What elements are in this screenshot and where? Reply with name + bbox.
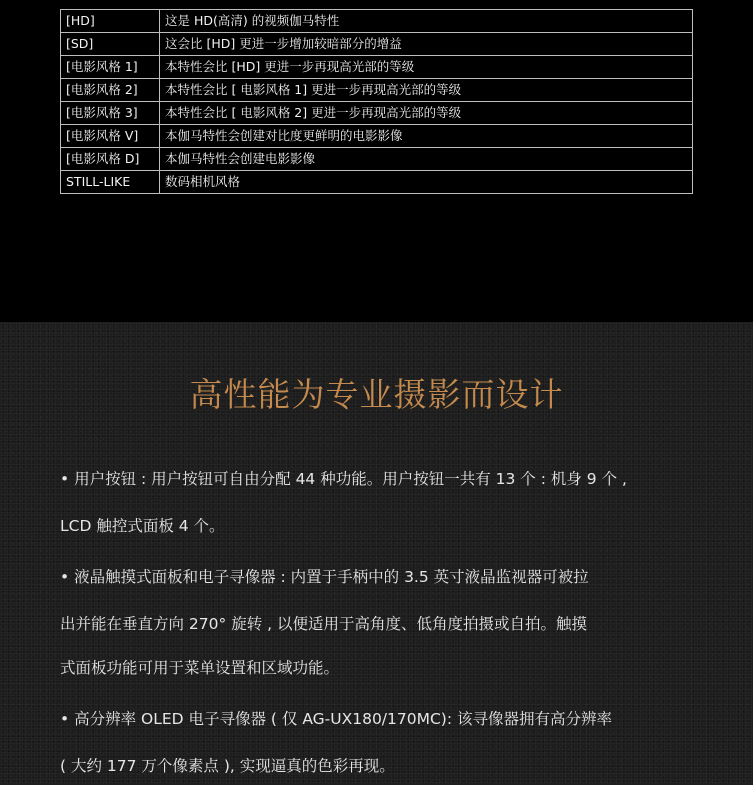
table-cell-mode: [电影风格 1]	[61, 56, 160, 79]
gamma-table-section	[0, 0, 753, 322]
feature-text-line: • 高分辨率 OLED 电子寻像器 ( 仅 AG-UX180/170MC): 该寻像器拥有高分辨率	[60, 710, 612, 728]
table-cell-mode: [电影风格 D]	[61, 148, 160, 171]
table-cell-mode: [HD]	[61, 10, 160, 33]
feature-text-line: ( 大约 177 万个像素点 ), 实现逼真的色彩再现。	[60, 757, 395, 775]
feature-text-line: • 用户按钮 : 用户按钮可自由分配 44 种功能。用户按钮一共有 13 个 : 机身 9 个 ,	[60, 470, 627, 488]
table-row	[61, 56, 693, 79]
feature-text-line: LCD 触控式面板 4 个。	[60, 517, 225, 535]
table-row	[61, 79, 693, 102]
table-cell-description: 数码相机风格	[160, 171, 693, 194]
table-row	[61, 10, 693, 33]
table-row	[61, 125, 693, 148]
table-cell-description: 本特性会比 [ 电影风格 1] 更进一步再现高光部的等级	[160, 79, 693, 102]
feature-text-line: 式面板功能可用于菜单设置和区域功能。	[60, 659, 340, 677]
feature-text-line: 出并能在垂直方向 270° 旋转 , 以便适用于高角度、低角度拍摄或自拍。触摸	[60, 615, 587, 633]
table-cell-description: 本伽马特性会创建电影影像	[160, 148, 693, 171]
table-cell-mode: STILL-LIKE	[61, 171, 160, 194]
feature-section	[0, 322, 753, 785]
table-cell-mode: [电影风格 V]	[61, 125, 160, 148]
table-row	[61, 171, 693, 194]
table-cell-mode: [SD]	[61, 33, 160, 56]
table-cell-description: 这是 HD(高清) 的视频伽马特性	[160, 10, 693, 33]
gamma-table	[60, 9, 693, 194]
table-cell-mode: [电影风格 3]	[61, 102, 160, 125]
feature-text-line: • 液晶触摸式面板和电子寻像器 : 内置于手柄中的 3.5 英寸液晶监视器可被拉	[60, 568, 589, 586]
table-row	[61, 33, 693, 56]
table-cell-mode: [电影风格 2]	[61, 79, 160, 102]
table-cell-description: 这会比 [HD] 更进一步增加较暗部分的增益	[160, 33, 693, 56]
table-row	[61, 148, 693, 171]
table-cell-description: 本特性会比 [HD] 更进一步再现高光部的等级	[160, 56, 693, 79]
table-cell-description: 本伽马特性会创建对比度更鲜明的电影影像	[160, 125, 693, 148]
section-headline: 高性能为专业摄影而设计	[189, 375, 564, 414]
table-cell-description: 本特性会比 [ 电影风格 2] 更进一步再现高光部的等级	[160, 102, 693, 125]
table-row	[61, 102, 693, 125]
